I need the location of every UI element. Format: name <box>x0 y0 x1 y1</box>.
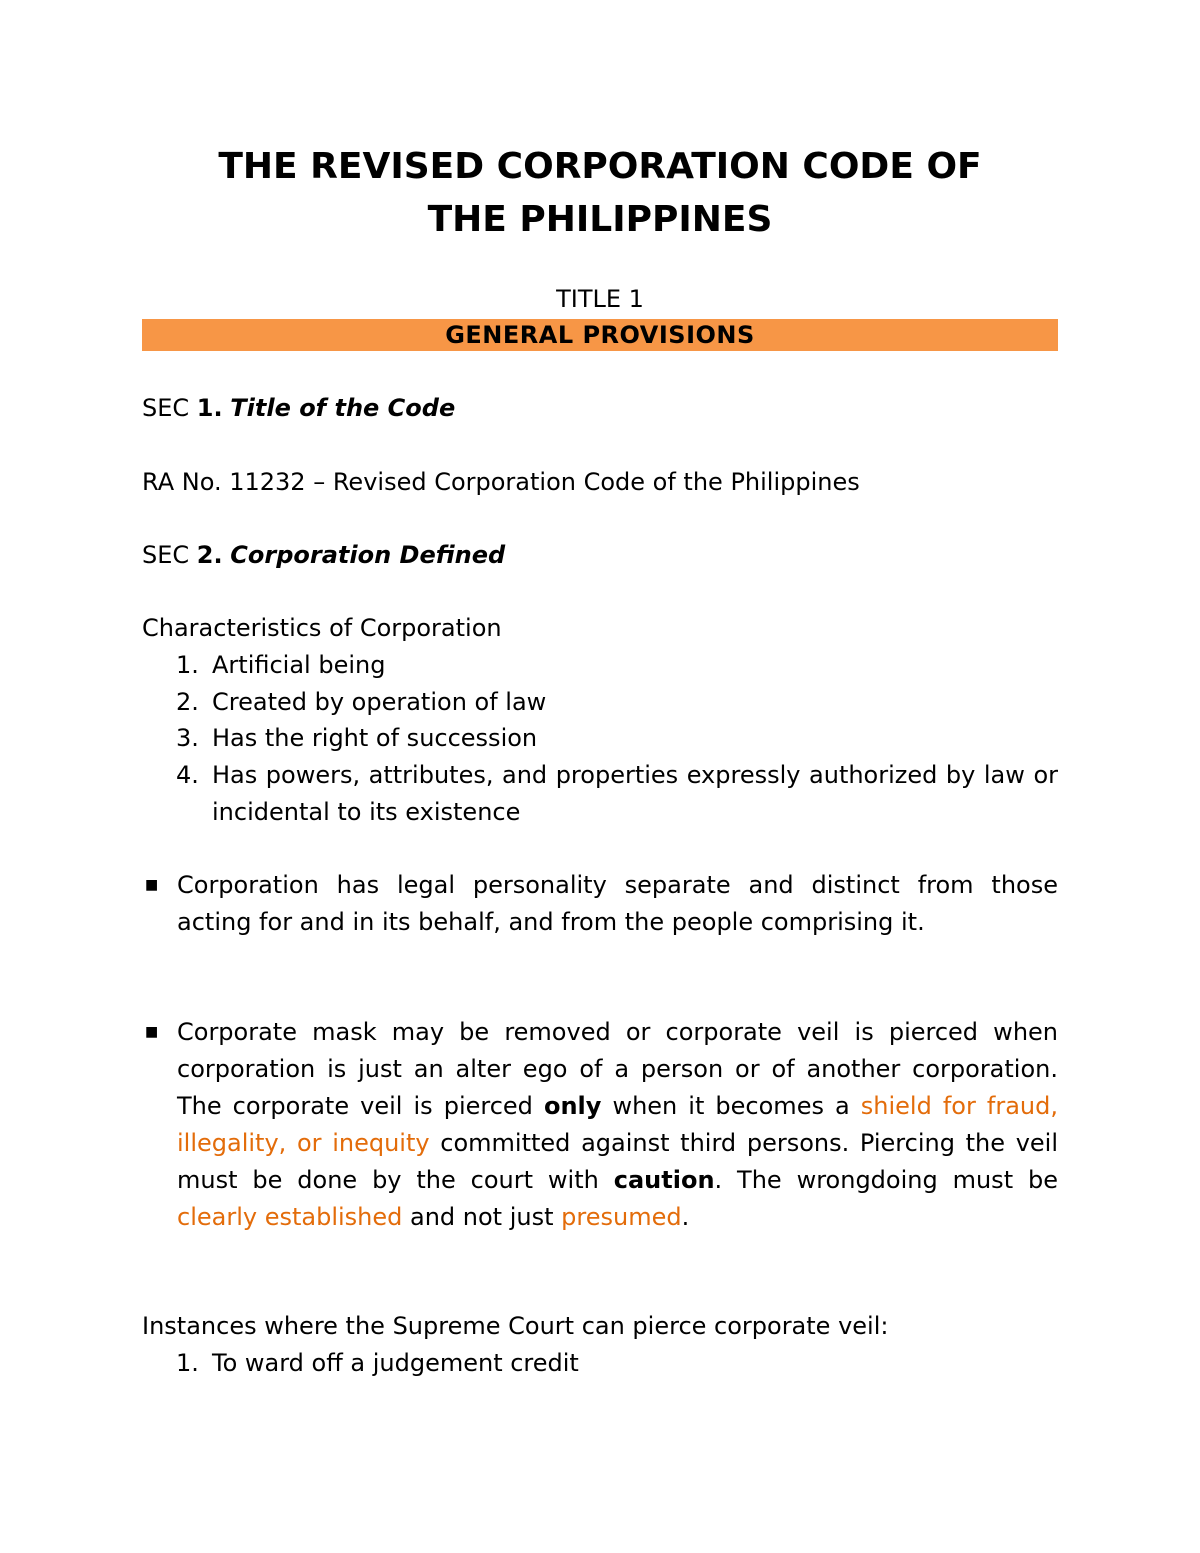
bullet-item <box>142 1014 1058 1236</box>
list-item <box>176 1345 1058 1382</box>
section-2-number: 2. <box>196 541 223 569</box>
instances-heading: Instances where the Supreme Court can pierce corporate veil: <box>142 1312 889 1340</box>
highlighted-text: clearly established <box>177 1203 403 1231</box>
list-item-number: 2. <box>176 688 199 716</box>
bold-text: only <box>543 1092 602 1120</box>
highlighted-text: shield for fraud, illegality, or inequity <box>177 1092 1059 1157</box>
list-item-text: Artificial being <box>212 651 386 679</box>
document-title-line-2: THE PHILIPPINES <box>427 199 773 240</box>
bullet-text-segment: committed against third persons. Piercing the veil must be done by the court with <box>177 1129 1058 1194</box>
section-1-text: RA No. 11232 – Revised Corporation Code of the Philippines <box>142 468 860 496</box>
bullet-item-text <box>177 1014 1058 1236</box>
list-item-number: 1. <box>176 651 199 679</box>
list-item <box>176 757 1058 831</box>
list-item-number: 3. <box>176 724 199 752</box>
bullet-text-segment: . <box>681 1203 690 1231</box>
title-heading-bar: GENERAL PROVISIONS <box>142 319 1058 351</box>
section-1-heading <box>142 390 455 427</box>
square-bullet-icon: ■ <box>145 1024 159 1040</box>
section-1-name: Title of the Code <box>230 394 456 422</box>
document-title-line-1: THE REVISED CORPORATION CODE OF <box>218 146 982 187</box>
section-2-label: SEC <box>142 541 197 569</box>
title-number: TITLE 1 <box>556 285 644 313</box>
list-item-text: To ward off a judgement credit <box>212 1349 579 1377</box>
list-item-number: 4. <box>176 761 199 789</box>
section-2-heading <box>142 537 505 574</box>
list-item-text: Has powers, attributes, and properties expressly authorized by law or incidental to its existence <box>212 761 1058 826</box>
list-item <box>176 720 1058 757</box>
square-bullet-icon: ■ <box>145 877 159 893</box>
list-item <box>176 684 1058 721</box>
bullet-text-segment: when it becomes a <box>601 1092 861 1120</box>
bullet-text-segment: and not just <box>402 1203 562 1231</box>
list-item-number: 1. <box>176 1349 199 1377</box>
section-1-number: 1. <box>196 394 223 422</box>
highlighted-text: presumed <box>561 1203 682 1231</box>
bullet-text-segment: . The wrongdoing must be <box>714 1166 1058 1194</box>
bullet-text-segment: Corporate mask may be removed or corporate veil is pierced when corporation is just an alter ego of a person or of another corporation. The corporate veil is pierced <box>177 1018 1058 1120</box>
list-item <box>176 647 1058 684</box>
section-1-label: SEC <box>142 394 197 422</box>
list-item-text: Has the right of succession <box>212 724 538 752</box>
bullet-item <box>142 867 1058 941</box>
list-item-text: Created by operation of law <box>212 688 547 716</box>
bullet-item-text: Corporation has legal personality separate and distinct from those acting for and in its behalf, and from the people comprising it. <box>177 871 1058 936</box>
bold-text: caution <box>613 1166 715 1194</box>
section-2-name: Corporation Defined <box>230 541 506 569</box>
characteristics-heading: Characteristics of Corporation <box>142 614 502 642</box>
document-title <box>142 140 1058 246</box>
